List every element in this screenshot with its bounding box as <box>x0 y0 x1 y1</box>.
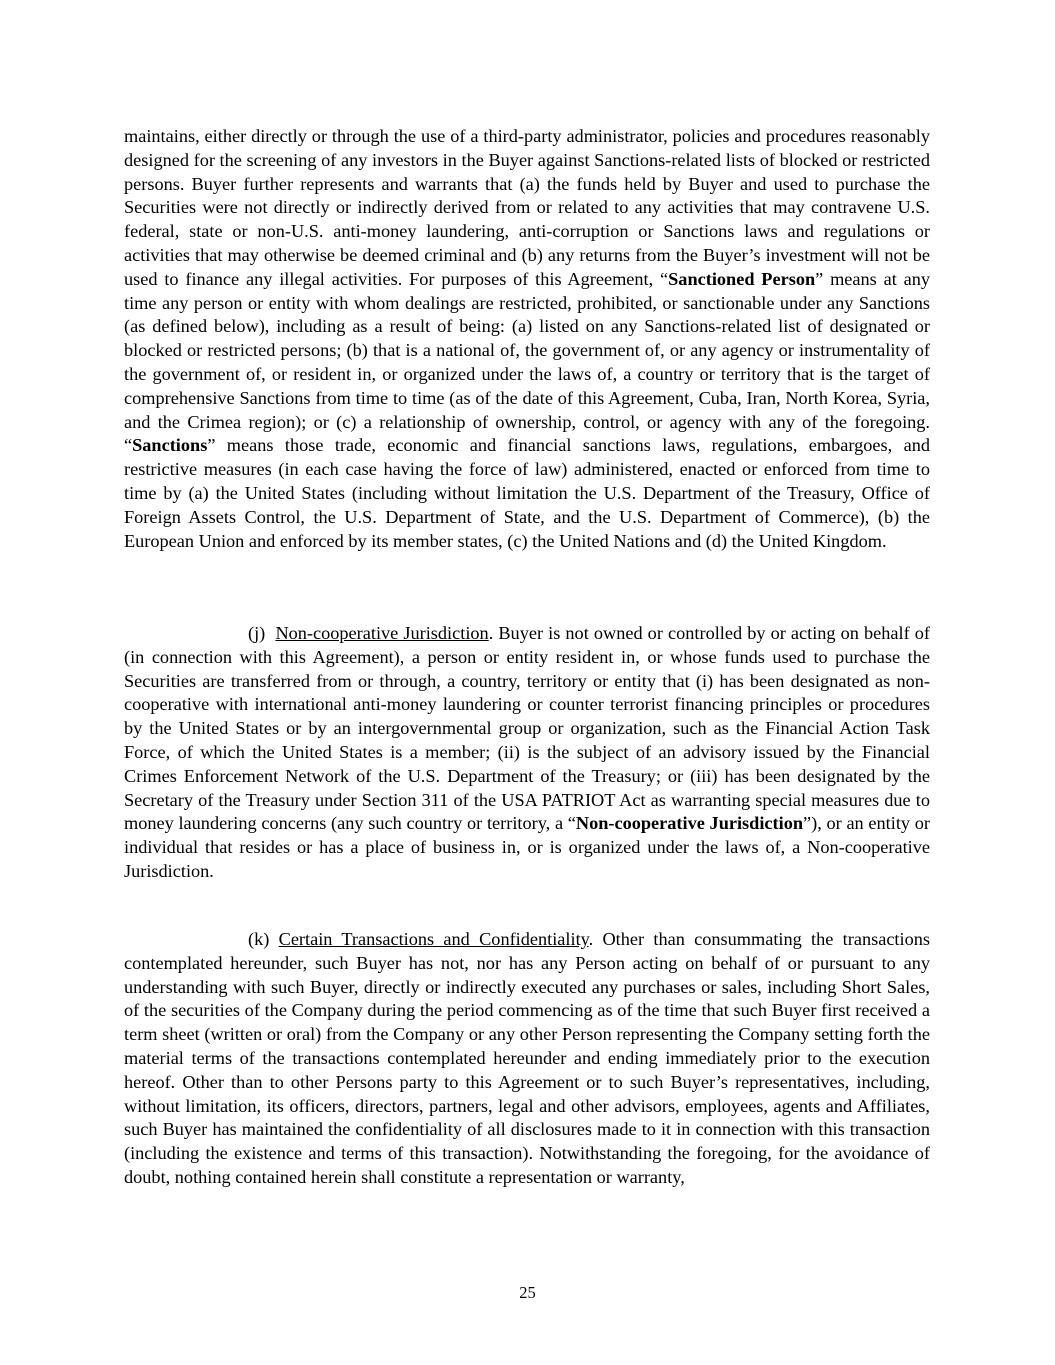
paragraph-sanctions-continued <box>124 125 930 553</box>
paragraph-text: . Buyer is not owned or controlled by or acting on behalf of (in connection with this Agreement), a person or entity resident in, or whose funds used to purchase the Securities are transferred from or through, a country, territory or entity that (i) has been designated as non-cooperative with international anti-money laundering or counter terrorist financing principles or procedures by the United States or by an intergovernmental group or organization, such as the Financial Action Task Force, of which the United States is a member; (ii) is the subject of an advisory issued by the Financial Crimes Enforcement Network of the U.S. Department of the Treasury; or (iii) has been designated by the Secretary of the Treasury under Section 311 of the USA PATRIOT Act as warranting special measures due to money laundering concerns (any such country or territory, a “ <box>124 623 931 834</box>
section-label-j: (j) <box>248 623 266 643</box>
paragraph-j-non-cooperative-jurisdiction <box>124 622 930 884</box>
page-number: 25 <box>519 1283 536 1302</box>
defined-term-non-cooperative-jurisdiction: Non-cooperative Jurisdiction <box>575 813 804 834</box>
defined-term-sanctioned-person: Sanctioned Person <box>668 268 816 289</box>
paragraph-text: ”), or an entity or individual that resides or has a place of business in, or is organized under the laws of, a Non-cooperative Jurisdiction. <box>124 813 930 881</box>
paragraph-text: ” means at any time any person or entity with whom dealings are restricted, prohibited, or sanctionable under any Sanctions (as defined below), including as a result of being: (a) listed on any Sanctions-related list of designated or blocked or restricted persons; (b) that is a national of, the government of, or any agency or instrumentality of the government of, or resident in, or organized under the laws of, a country or territory that is the target of comprehensive Sanctions from time to time (as of the date of this Agreement, Cuba, Iran, North Korea, Syria, and the Crimea region); or (c) a relationship of ownership, control, or agency with any of the foregoing. “ <box>124 268 931 456</box>
section-heading-j: Non-cooperative Jurisdiction <box>275 623 489 643</box>
section-label-k: (k) <box>248 929 270 949</box>
defined-term-sanctions: Sanctions <box>132 435 208 456</box>
paragraph-text: . Other than consummating the transactions contemplated hereunder, such Buyer has not, nor has any Person acting on behalf of or pursuant to any understanding with such Buyer, directly or indirectly executed any purchases or sales, including Short Sales, of the securities of the Company during the period commencing as of the time that such Buyer first received a term sheet (written or oral) from the Company or any other Person representing the Company setting forth the material terms of the transactions contemplated hereunder and ending immediately prior to the execution hereof. Other than to other Persons party to this Agreement or to such Buyer’s representatives, including, without limitation, its officers, directors, partners, legal and other advisors, employees, agents and Affiliates, such Buyer has maintained the confidentiality of all disclosures made to it in connection with this transaction (including the existence and terms of this transaction). Notwithstanding the foregoing, for the avoidance of doubt, nothing contained herein shall constitute a representation or warranty, <box>124 929 930 1187</box>
paragraph-text: maintains, either directly or through the use of a third-party administrator, policies and procedures reasonably designed for the screening of any investors in the Buyer against Sanctions-related lists of blocked or restricted persons. Buyer further represents and warrants that (a) the funds held by Buyer and used to purchase the Securities were not directly or indirectly derived from or related to any activities that may contravene U.S. federal, state or non-U.S. anti-money laundering, anti-corruption or Sanctions laws and regulations or activities that may otherwise be deemed criminal and (b) any returns from the Buyer’s investment will not be used to finance any illegal activities. For purposes of this Agreement, “ <box>124 126 930 289</box>
paragraph-k-certain-transactions <box>124 928 930 1190</box>
section-heading-k: Certain Transactions and Confidentiality <box>278 929 589 949</box>
paragraph-text: ” means those trade, economic and financial sanctions laws, regulations, embargoes, and restrictive measures (in each case having the force of law) administered, enacted or enforced from time to time by (a) the United States (including without limitation the U.S. Department of the Treasury, Office of Foreign Assets Control, the U.S. Department of State, and the U.S. Department of Commerce), (b) the European Union and enforced by its member states, (c) the United Nations and (d) the United Kingdom. <box>124 435 930 551</box>
